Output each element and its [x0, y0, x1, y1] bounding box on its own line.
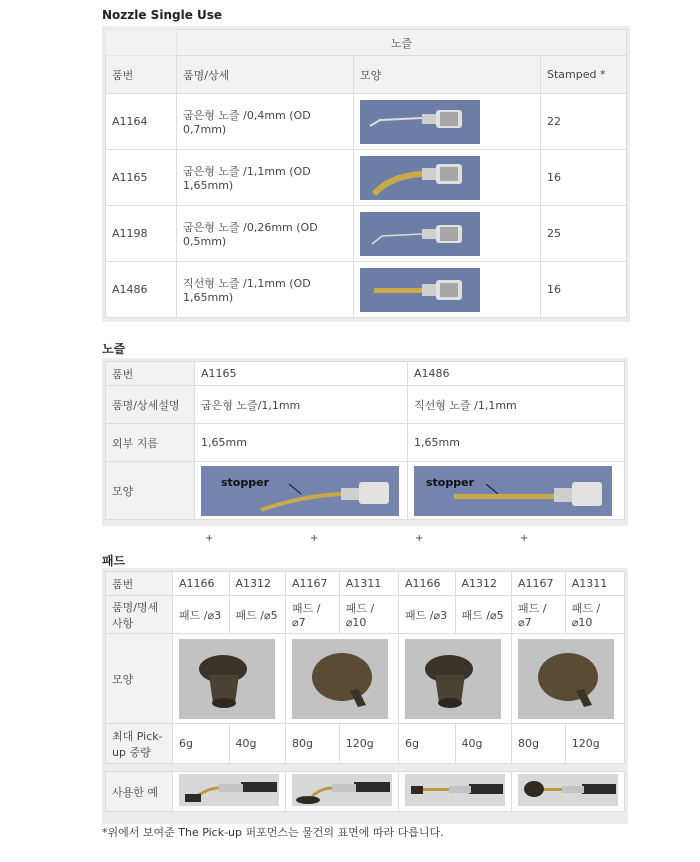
usage-photo	[518, 774, 618, 806]
row-label-shape: 모양	[106, 634, 173, 724]
code-cell: A1164	[106, 94, 177, 150]
code-cell: A1166	[399, 572, 456, 596]
nozzle-photo	[360, 156, 480, 200]
shape-cell	[354, 150, 541, 206]
code-cell: A1198	[106, 206, 177, 262]
desc-cell: 직선형 노즐 /1,1mm (OD 1,65mm)	[177, 262, 354, 318]
nozzle-photo	[360, 212, 480, 256]
shape-cell	[354, 262, 541, 318]
weight-cell: 6g	[399, 724, 456, 764]
col-header-code: 품번	[106, 56, 177, 94]
row-label-weight: 최대 Pick-up 중량	[106, 724, 173, 764]
desc-cell: 패드 /⌀5	[455, 596, 512, 634]
desc-cell: 패드 /⌀7	[512, 596, 566, 634]
usage-photo-cell	[512, 772, 625, 812]
shape-cell	[354, 206, 541, 262]
col-header-shape: 모양	[354, 56, 541, 94]
col-header-stamped: Stamped *	[541, 56, 627, 94]
pad-photo-cell	[286, 634, 399, 724]
row-label-od: 외부 지름	[106, 424, 195, 462]
code-cell: A1312	[455, 572, 512, 596]
desc-cell: 패드 /⌀10	[339, 596, 398, 634]
stopper-label: stopper	[426, 475, 474, 489]
section-title-nozzle: 노즐	[102, 342, 126, 356]
nozzle-compare-table-panel	[102, 358, 628, 526]
desc-cell: 패드 /⌀7	[286, 596, 340, 634]
row-label-usage: 사용한 예	[106, 772, 173, 812]
desc-cell: 굽은형 노즐/1,1mm	[195, 386, 408, 424]
table-row	[106, 94, 627, 150]
nozzle-single-use-table-panel	[102, 26, 630, 322]
pad-small-photo	[179, 639, 275, 719]
group-header: 노즐	[177, 30, 627, 56]
nozzle-photo	[360, 268, 480, 312]
weight-cell: 40g	[229, 724, 286, 764]
desc-cell: 굽은형 노즐 /1,1mm (OD 1,65mm)	[177, 150, 354, 206]
col-header-desc: 품명/상세	[177, 56, 354, 94]
stopper-label: stopper	[221, 475, 269, 489]
pad-photo-cell	[399, 634, 512, 724]
usage-photo	[292, 774, 392, 806]
usage-photo-cell	[399, 772, 512, 812]
od-cell: 1,65mm	[195, 424, 408, 462]
pad-photo-cell	[173, 634, 286, 724]
weight-cell: 120g	[339, 724, 398, 764]
code-cell: A1311	[565, 572, 624, 596]
weight-cell: 120g	[565, 724, 624, 764]
table-row	[106, 150, 627, 206]
code-cell: A1486	[408, 362, 625, 386]
code-cell: A1167	[512, 572, 566, 596]
shape-cell	[408, 462, 625, 520]
code-cell: A1311	[339, 572, 398, 596]
code-cell: A1165	[106, 150, 177, 206]
row-label-code: 품번	[106, 572, 173, 596]
code-cell: A1312	[229, 572, 286, 596]
pad-large-photo	[292, 639, 388, 719]
desc-cell: 굽은형 노즐 /0,26mm (OD 0,5mm)	[177, 206, 354, 262]
table-row	[106, 206, 627, 262]
usage-photo	[405, 774, 505, 806]
code-cell: A1166	[173, 572, 230, 596]
pad-photo-cell	[512, 634, 625, 724]
desc-cell: 패드 /⌀5	[229, 596, 286, 634]
usage-photo	[179, 774, 279, 806]
stamped-cell: 25	[541, 206, 627, 262]
stamped-cell: 22	[541, 94, 627, 150]
row-label-code: 품번	[106, 362, 195, 386]
desc-cell: 패드 /⌀3	[173, 596, 230, 634]
pad-table-panel	[102, 568, 628, 824]
weight-cell: 40g	[455, 724, 512, 764]
section-title-pad: 패드	[102, 554, 126, 568]
plus-mark: +	[205, 533, 214, 544]
plus-mark: +	[310, 533, 319, 544]
pad-small-photo	[405, 639, 501, 719]
stamped-cell: 16	[541, 150, 627, 206]
row-label-desc: 품명/명세사항	[106, 596, 173, 634]
row-label-shape: 모양	[106, 462, 195, 520]
pad-table	[105, 571, 625, 812]
nozzle-photo	[360, 100, 480, 144]
pad-large-photo	[518, 639, 614, 719]
stamped-cell: 16	[541, 262, 627, 318]
usage-photo-cell	[173, 772, 286, 812]
usage-photo-cell	[286, 772, 399, 812]
shape-cell	[354, 94, 541, 150]
table-row	[106, 262, 627, 318]
nozzle-stopper-photo	[414, 466, 612, 516]
desc-cell: 패드 /⌀3	[399, 596, 456, 634]
nozzle-compare-table	[105, 361, 625, 520]
desc-cell: 굽은형 노즐 /0,4mm (OD 0,7mm)	[177, 94, 354, 150]
code-cell: A1165	[195, 362, 408, 386]
nozzle-single-use-table	[105, 29, 627, 318]
nozzle-stopper-photo	[201, 466, 399, 516]
code-cell: A1486	[106, 262, 177, 318]
code-cell: A1167	[286, 572, 340, 596]
desc-cell: 패드 /⌀10	[565, 596, 624, 634]
od-cell: 1,65mm	[408, 424, 625, 462]
row-label-desc: 품명/상세설명	[106, 386, 195, 424]
footnote: *위에서 보여준 The Pick-up 퍼포먼스는 물건의 표면에 따라 다릅니다.	[102, 826, 444, 839]
weight-cell: 80g	[286, 724, 340, 764]
weight-cell: 6g	[173, 724, 230, 764]
desc-cell: 직선형 노즐 /1,1mm	[408, 386, 625, 424]
plus-mark: +	[415, 533, 424, 544]
shape-cell	[195, 462, 408, 520]
section-title-nozzle-single-use: Nozzle Single Use	[102, 8, 223, 22]
plus-mark: +	[520, 533, 529, 544]
weight-cell: 80g	[512, 724, 566, 764]
